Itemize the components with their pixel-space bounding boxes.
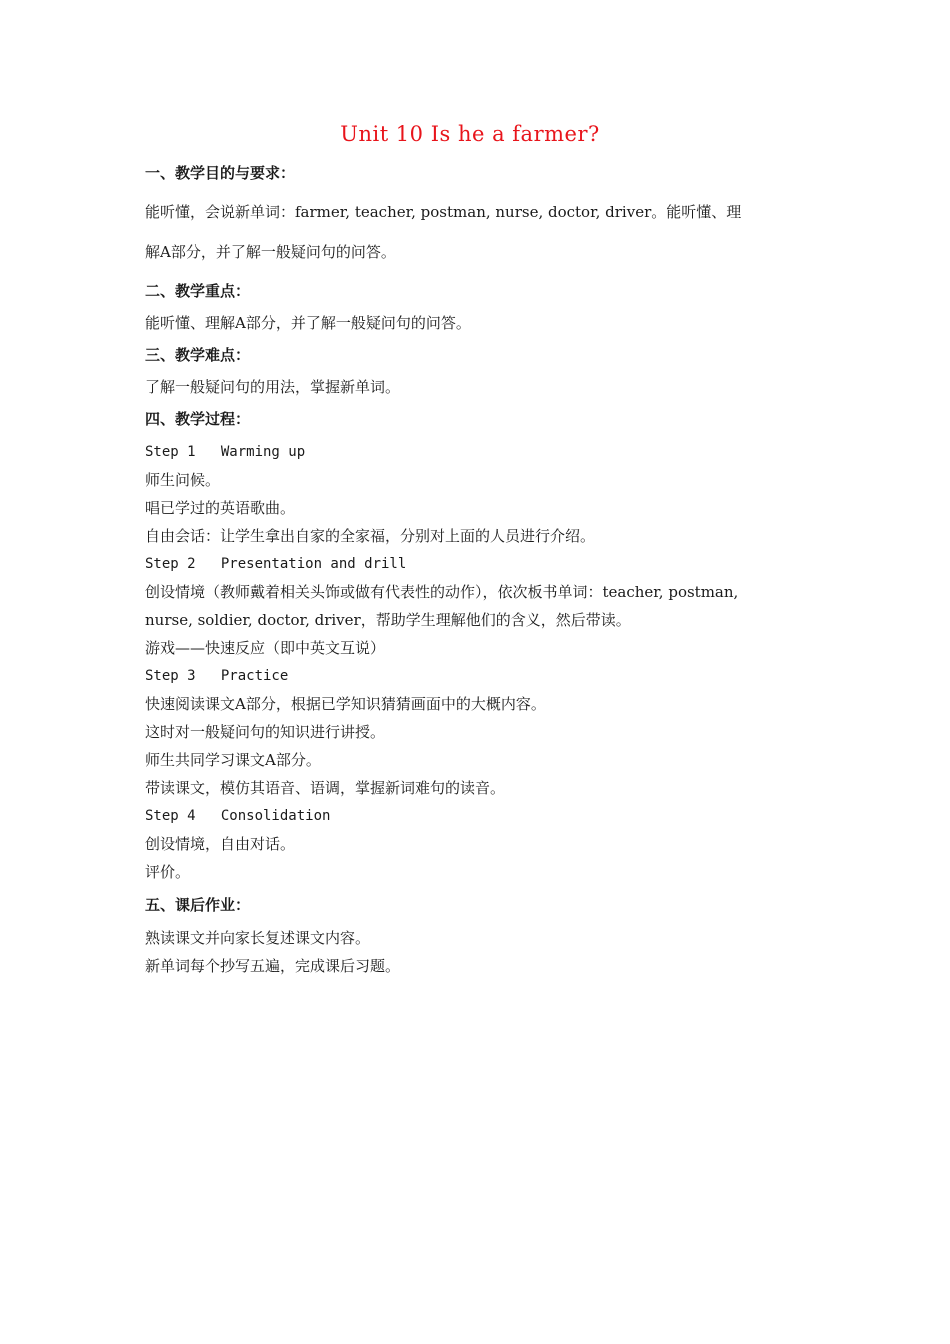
step-3-heading: Step 3 Practice — [145, 668, 289, 684]
procedure-line: 创设情境，自由对话。 — [145, 835, 296, 853]
objectives-line-1: 能听懂，会说新单词：farmer, teacher, postman, nurse, doctor, driver。能听懂、理 — [145, 203, 742, 221]
homework-line-1: 熟读课文并向家长复述课文内容。 — [145, 929, 371, 947]
step-4-heading: Step 4 Consolidation — [145, 808, 331, 824]
section-heading-procedure: 四、教学过程： — [145, 410, 251, 428]
procedure-line: 快速阅读课文A部分，根据已学知识猜猜画面中的大概内容。 — [145, 695, 546, 713]
step-1-heading: Step 1 Warming up — [145, 444, 306, 460]
section-heading-key-points: 二、教学重点： — [145, 282, 251, 300]
section-heading-homework: 五、课后作业： — [145, 896, 251, 914]
procedure-line: 创设情境（教师戴着相关头饰或做有代表性的动作），依次板书单词：teacher, postman, — [145, 583, 739, 601]
procedure-line: 游戏——快速反应（即中英文互说） — [145, 639, 386, 657]
section-heading-difficulties: 三、教学难点： — [145, 346, 251, 364]
procedure-line: 师生问候。 — [145, 471, 221, 489]
procedure-line: 师生共同学习课文A部分。 — [145, 751, 321, 769]
section-heading-objectives: 一、教学目的与要求： — [145, 164, 296, 182]
procedure-line: 这时对一般疑问句的知识进行讲授。 — [145, 723, 386, 741]
procedure-line: 自由会话：让学生拿出自家的全家福，分别对上面的人员进行介绍。 — [145, 527, 596, 545]
procedure-line: 唱已学过的英语歌曲。 — [145, 499, 296, 517]
objectives-line-2: 解A部分，并了解一般疑问句的问答。 — [145, 243, 396, 261]
document-title: Unit 10 Is he a farmer? — [340, 122, 600, 146]
difficulties-line: 了解一般疑问句的用法，掌握新单词。 — [145, 378, 401, 396]
key-points-line: 能听懂、理解A部分，并了解一般疑问句的问答。 — [145, 314, 471, 332]
document-body — [145, 160, 825, 980]
procedure-line: 评价。 — [145, 863, 191, 881]
homework-line-2: 新单词每个抄写五遍，完成课后习题。 — [145, 957, 401, 975]
step-2-heading: Step 2 Presentation and drill — [145, 556, 407, 572]
procedure-line: 带读课文，模仿其语音、语调，掌握新词难句的读音。 — [145, 779, 506, 797]
procedure-line: nurse, soldier, doctor, driver，帮助学生理解他们的含义，然后带读。 — [145, 611, 631, 629]
